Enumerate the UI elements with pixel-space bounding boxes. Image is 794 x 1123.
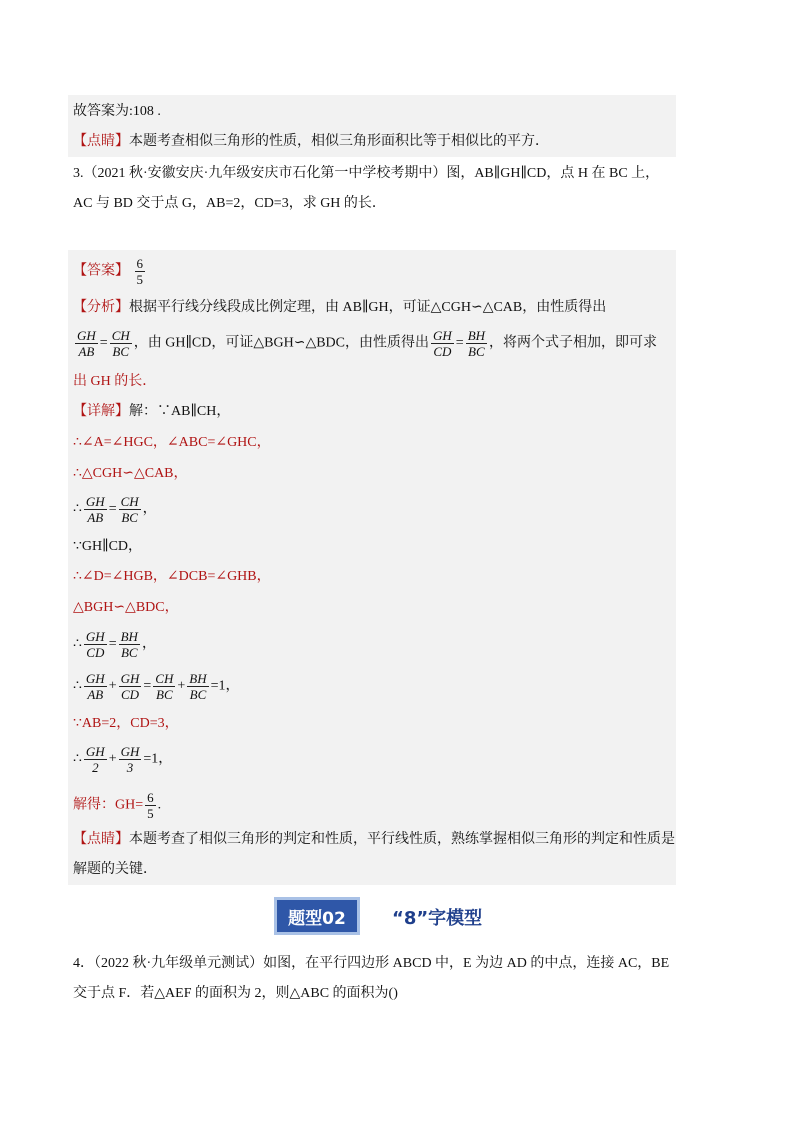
comment-tag: 【点睛】 [73,134,129,149]
answer-tag: 【答案】 [73,263,129,279]
answer-row [73,256,147,287]
detail-row-9: ∴ $\frac{GH}{AB}$ + $\frac{GH}{CD}$ = $\frac{CH}{BC}$ + $\frac{BH}{BC}$ =1， [73,671,240,702]
detail-row-2: ∴∠A=∠HGC，∠ABC=∠GHC， [73,435,271,450]
analysis-row-2: $\frac{GH}{AB}$ = $\frac{CH}{BC}$ ，由 GH∥CD，可证△BGH∽△BDC，由性质得出 $\frac{GH}{CD}$ = $\frac{BH}{BC}$ ，将两个式子相加，即可求 [77,328,658,359]
detail-row-6: ∴∠D=∠HGB，∠DCB=∠GHB， [73,569,271,584]
detail-row-12: 解得：GH= $\frac{6}{5}$ . [73,790,162,821]
answer-fraction: $\frac{6}{5}$ [136,256,143,287]
detail-row-5: ∵GH∥CD， [73,539,143,554]
comment-line-top [73,132,549,152]
frac-bh-bc-3: $\frac{BH}{BC}$ [189,671,207,702]
comment-text-q3-1: 本题考查了相似三角形的判定和性质，平行线性质，熟练掌握相似三角形的判定和性质是 [129,832,675,847]
detail-row-11: ∴ $\frac{GH}{2}$ + $\frac{GH}{3}$ =1， [73,744,173,775]
analysis-row-3: 出 GH 的长． [73,374,157,389]
frac-gh-ab-3: $\frac{GH}{AB}$ [85,671,105,702]
comment-row-1 [73,830,675,850]
frac-gh-ab-2: $\frac{GH}{AB}$ [85,494,105,525]
analysis-text-2a: ，由 GH∥CD，可证△BGH∽△BDC，由性质得出 [133,335,429,351]
detail-row-8: ∴ $\frac{GH}{CD}$ = $\frac{BH}{BC}$ ， [73,629,156,660]
section-title: “8”字模型 [392,908,483,929]
detail-row-1 [73,402,230,422]
frac-gh-ab: $\frac{GH}{AB}$ [77,328,96,359]
section-badge: 题型02 [274,897,360,935]
q4-line-1: 4．（2022 秋·九年级单元测试）如图，在平行四边形 ABCD 中，E 为边 AD 的中点，连接 AC，BE [73,956,670,971]
frac-bh-bc-2: $\frac{BH}{BC}$ [120,629,138,660]
q3-line-1: 3.（2021 秋·安徽安庆·九年级安庆市石化第一中学校考期中）图，AB∥GH∥CD，点 H 在 BC 上， [73,166,660,181]
analysis-text-1: 根据平行线分线段成比例定理，由 AB∥GH，可证△CGH∽△CAB，由性质得出 [129,300,607,315]
frac-gh-cd-3: $\frac{GH}{CD}$ [120,671,140,702]
analysis-tag: 【分析】 [73,300,129,315]
comment-text: 本题考查相似三角形的性质，相似三角形面积比等于相似比的平方． [129,134,549,149]
detail-row-3: ∴△CGH∽△CAB， [73,466,188,481]
q4-line-2: 交于点 F．若△AEF 的面积为 2，则△ABC 的面积为() [73,986,398,1001]
answer-line: 故答案为:108 . [73,104,161,119]
solve-label: 解得：GH= [73,797,144,813]
frac-gh-3: $\frac{GH}{3}$ [120,744,140,775]
q3-line-2: AC 与 BD 交于点 G，AB=2，CD=3，求 GH 的长． [73,196,386,211]
frac-gh-cd: $\frac{GH}{CD}$ [433,328,452,359]
frac-gh-cd-2: $\frac{GH}{CD}$ [85,629,105,660]
frac-ch-bc: $\frac{CH}{BC}$ [111,328,130,359]
frac-bh-bc: $\frac{BH}{BC}$ [467,328,486,359]
frac-ch-bc-2: $\frac{CH}{BC}$ [120,494,139,525]
comment-row-2: 解题的关键． [73,862,157,877]
analysis-row-1 [73,298,606,318]
frac-ch-bc-3: $\frac{CH}{BC}$ [155,671,174,702]
detail-tag: 【详解】 [73,404,129,419]
detail-row-7: △BGH∽△BDC， [73,600,179,615]
analysis-text-2b: ，将两个式子相加，即可求 [489,335,658,351]
frac-gh-2: $\frac{GH}{2}$ [85,744,105,775]
frac-6-5: $\frac{6}{5}$ [147,790,154,821]
comment-tag-q3: 【点睛】 [73,832,129,847]
detail-text-1: 解：∵AB∥CH， [129,404,231,419]
detail-row-4: ∴ $\frac{GH}{AB}$ = $\frac{CH}{BC}$ ， [73,494,157,525]
detail-row-10: ∵AB=2，CD=3， [73,716,179,731]
